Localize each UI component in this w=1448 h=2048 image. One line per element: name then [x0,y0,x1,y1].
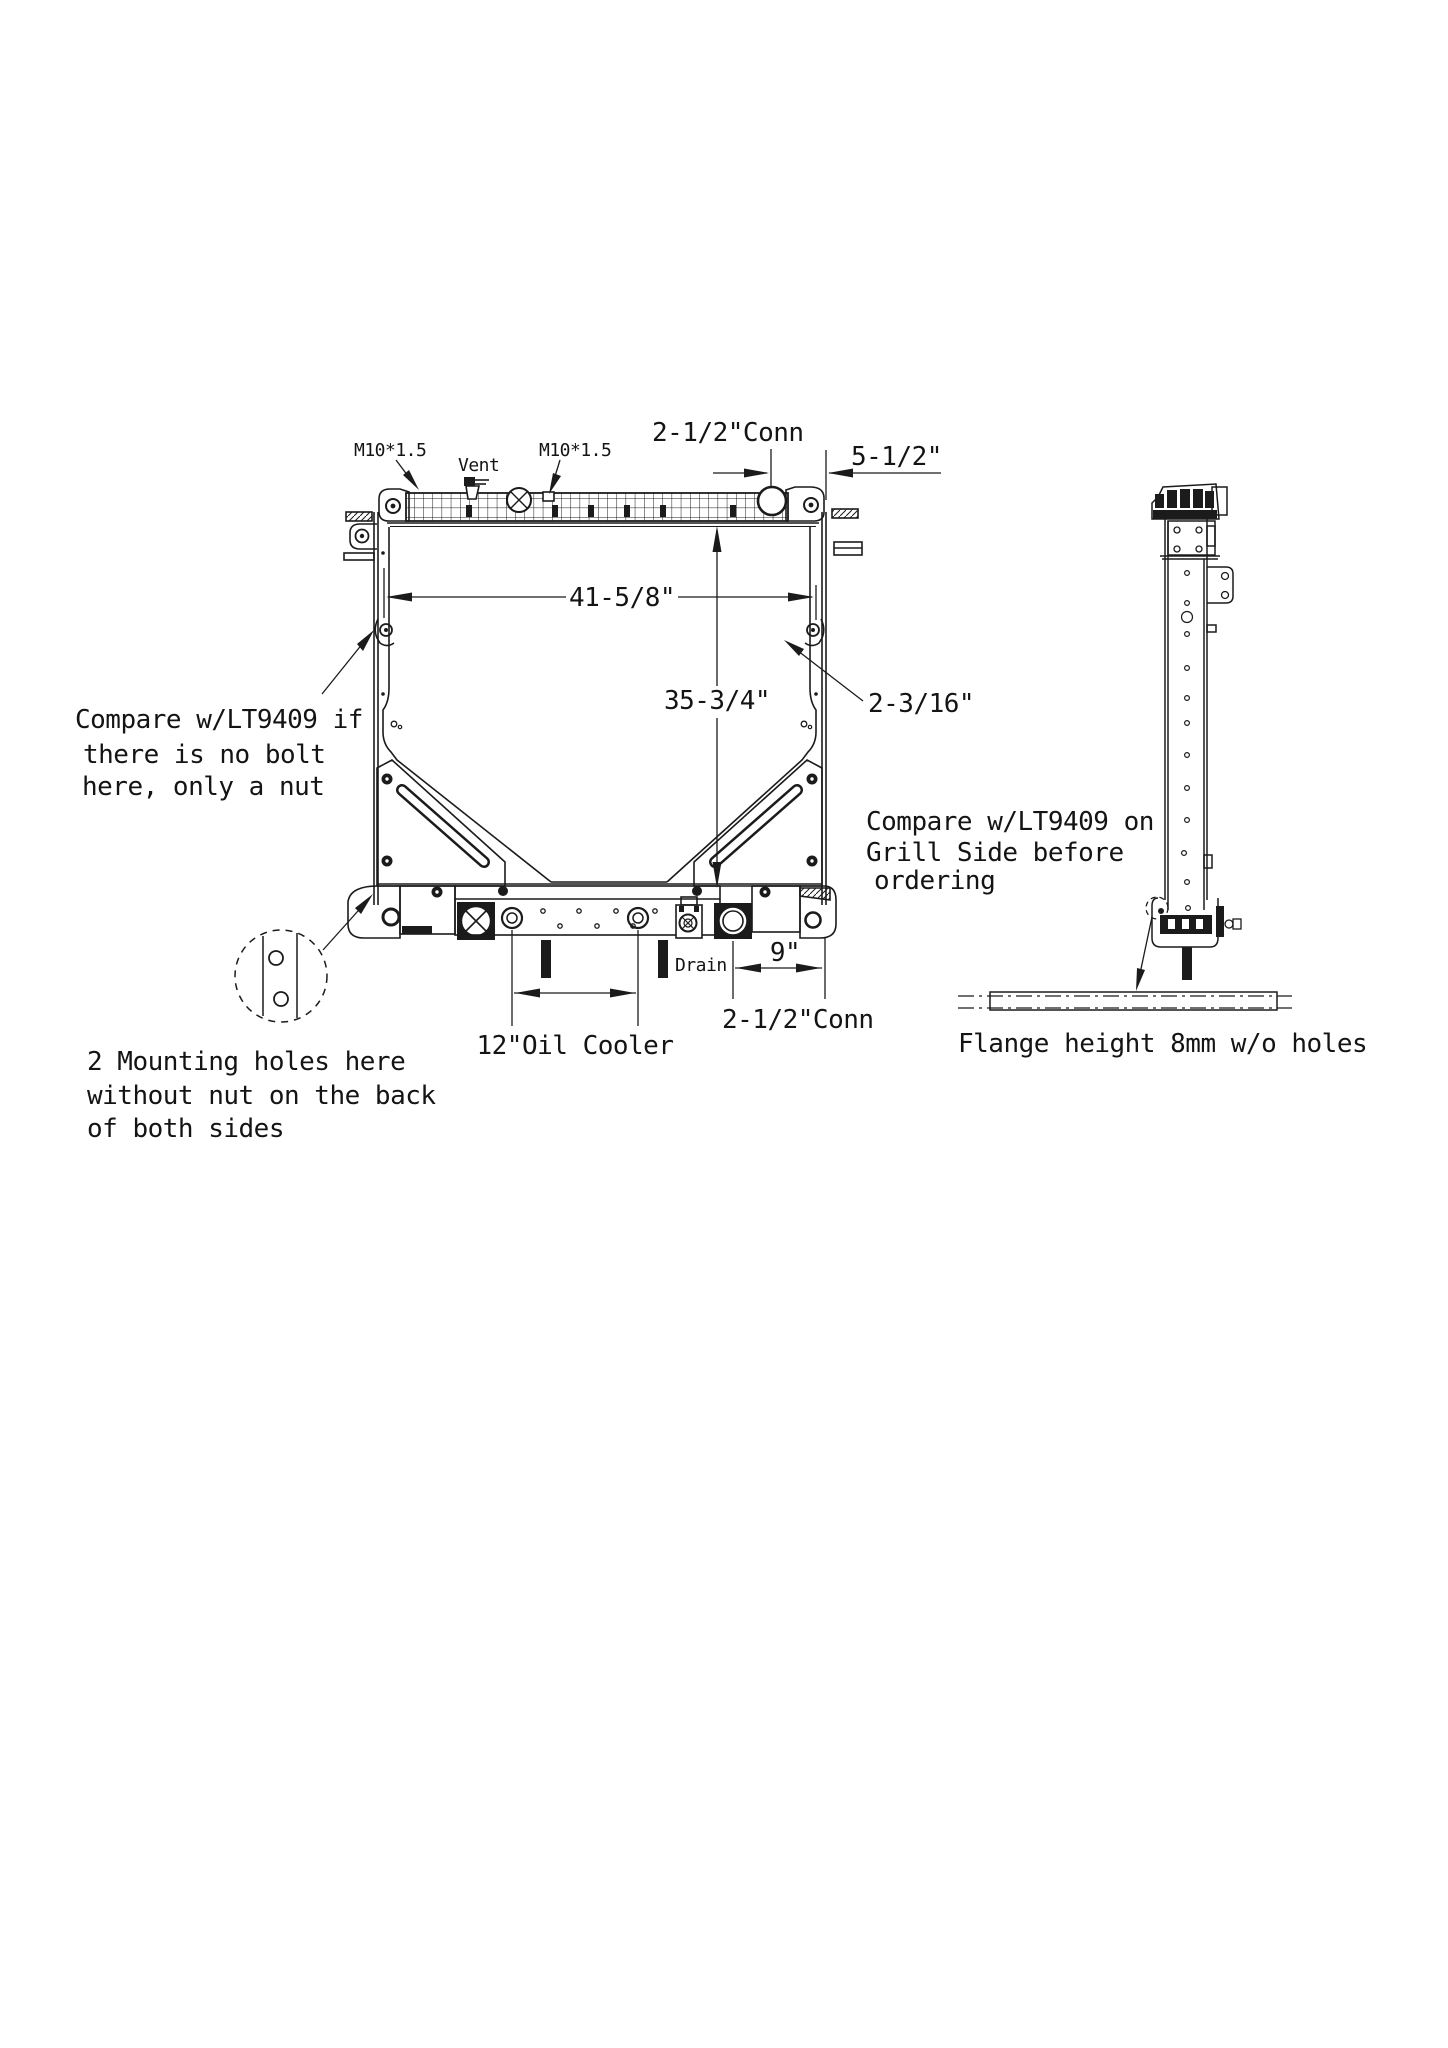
flange [958,992,1292,1010]
leader-left-note [322,630,374,694]
note-left-line2: there is no bolt [83,740,326,770]
drain-fitting [676,897,702,938]
note-left-line1: Compare w/LT9409 if [75,705,363,735]
bottom-outlet [714,903,752,939]
note-mounting-line1: 2 Mounting holes here [87,1047,406,1077]
note-left-line3: here, only a nut [82,772,325,802]
m10-boss [543,492,554,501]
note-grill-line2: Grill Side before [866,838,1124,868]
leader-m10-left [396,460,419,490]
side-rivet-holes [1182,571,1193,911]
side-bracket [1207,567,1233,603]
dim-core-height-text: 35-3/4" [663,686,771,716]
dim-oil-cooler-text: 12"Oil Cooler [476,1031,674,1061]
side-pin [1182,947,1192,980]
mounting-detail-circle [235,930,327,1022]
label-drain: Drain [675,955,727,976]
cap-cross-icon [507,488,531,512]
pin-left [541,940,551,978]
front-view [344,477,862,978]
right-tabs [832,509,862,555]
left-tabs [344,512,377,560]
dim-edge-offset [784,640,863,701]
note-mounting-line3: of both sides [87,1114,284,1144]
dim-edge-offset-text: 2-3/16" [868,689,975,719]
dimensions [322,449,941,1026]
note-grill-line1: Compare w/LT9409 on [866,807,1154,837]
label-m10-left: M10*1.5 [354,440,427,461]
filler-neck [758,487,786,515]
label-conn-bottom: 2-1/2"Conn [722,1005,874,1035]
note-flange: Flange height 8mm w/o holes [958,1029,1368,1059]
label-offset-top: 5-1/2" [851,442,942,472]
label-vent: Vent [458,455,500,476]
diagonal-brace-left [377,760,505,886]
dim-outlet-offset-text: 9" [769,938,801,968]
dim-core-width-text: 41-5/8" [568,583,676,613]
diagonal-brace-right [694,760,822,886]
bottom-assembly [348,884,836,978]
leader-m10-right [549,460,561,494]
side-view [1136,484,1241,991]
note-grill-line3: ordering [874,866,996,896]
dim-oil-cooler [512,930,638,1026]
pin-right [658,940,668,978]
label-conn-top: 2-1/2"Conn [652,418,804,448]
top-tank [379,477,824,527]
side-cap-bolts [1153,489,1217,519]
oil-cooler-fitting-right [628,908,648,928]
note-mounting-line2: without nut on the back [87,1081,436,1111]
oil-cooler-fitting-left [502,908,522,928]
label-m10-right: M10*1.5 [539,440,612,461]
